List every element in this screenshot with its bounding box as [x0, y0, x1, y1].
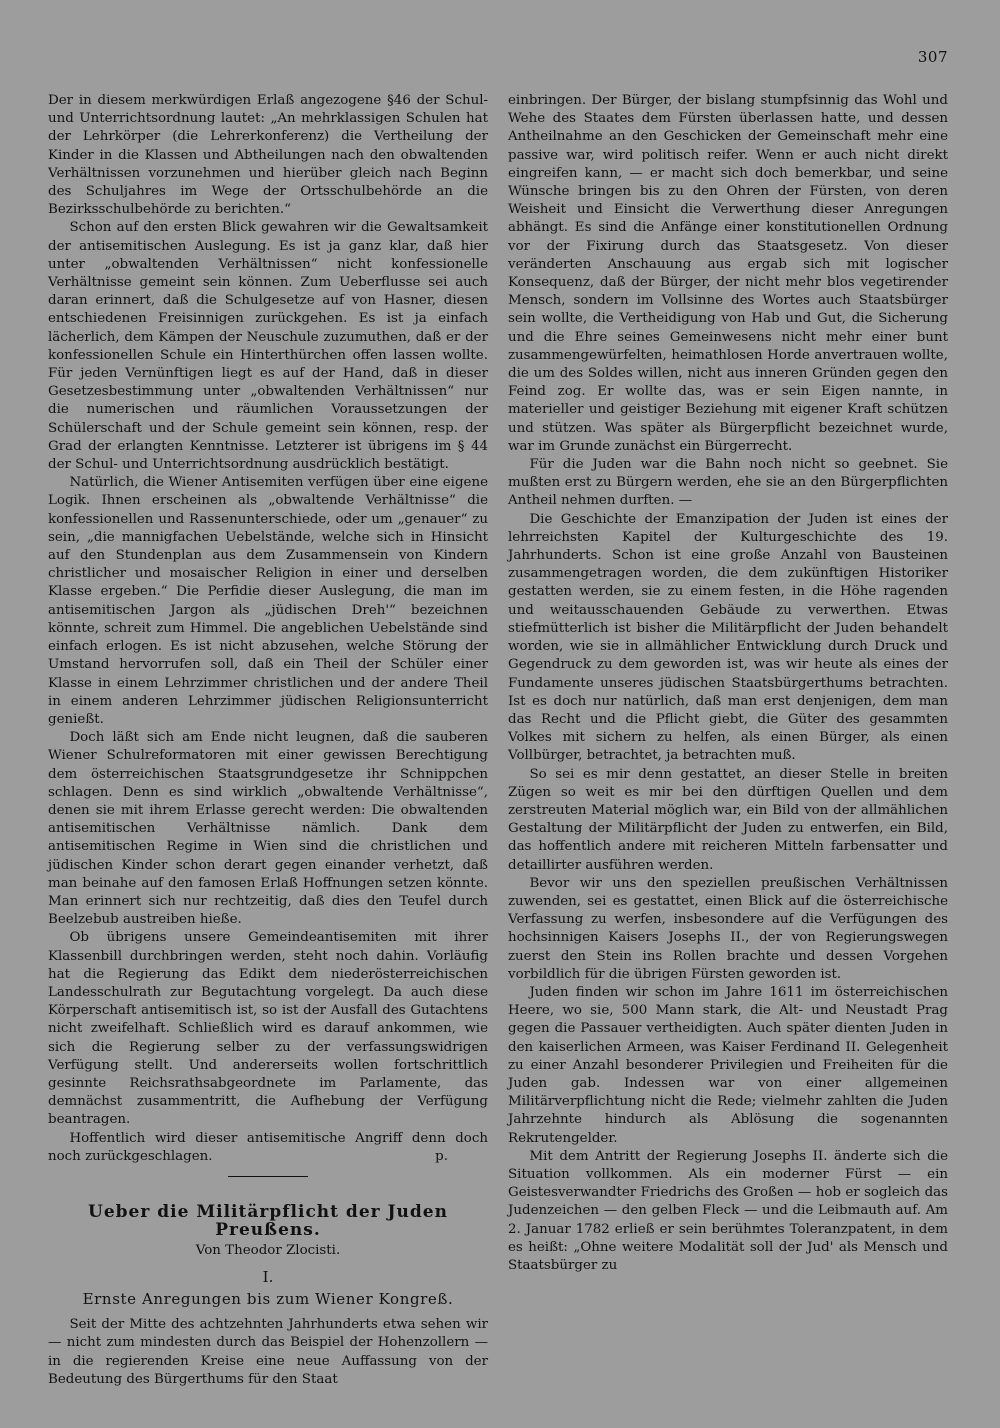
paragraph: Die Geschichte der Emanzipation der Juden ist eines der lehrreichsten Kapitel der Kulturgeschichte des 19. Jahrhunderts. Schon ist eine große Anzahl von Bausteinen zusammengetragen worden, die dem zukünftigen Historiker gestatten werden, sie zu einem festen, in die Höhe ragenden und weitausschauenden Gebäude zu verwerthen. Etwas stiefmütterlich ist bisher die Militärpflicht der Juden behandelt worden, wie sie in allmählicher Entwicklung durch Druck und Gegendruck zu dem geworden ist, was wir heute als eines der Fundamente unseres jüdischen Staatsbürgerthums betrachten. Ist es doch nur natürlich, daß man erst denjenigen, dem man das Recht und die Pflicht giebt, die Güter des gesammten Volkes mit sichern zu helfen, als einen Bürger, als einen Vollbürger, betrachtet, ja betrachten muß. [508, 511, 948, 764]
article-author: Von Theodor Zlocisti. [195, 1242, 341, 1258]
signature: p. [435, 1148, 448, 1164]
page-number: 307 [917, 48, 948, 66]
section-number: I. [262, 1267, 274, 1286]
right-column [508, 92, 948, 1275]
paragraph: So sei es mir denn gestattet, an dieser Stelle in breiten Zügen so weit es mir bei den dürftigen Quellen und dem zerstreuten Material möglich war, ein Bild von der allmählichen Gestaltung der Militärpflicht der Juden zu entwerfen, ein Bild, das hoffentlich andere mit reicheren Mitteln farbensatter und detaillirter ausführen werden. [508, 766, 948, 873]
paragraph: Bevor wir uns den speziellen preußischen Verhältnissen zuwenden, sei es gestattet, einen Blick auf die österreichische Verfassung zu werfen, insbesondere auf die Verfügungen des hochsinnigen Kaisers Josephs II., der von Regierungswegen zuerst den Stein ins Rollen brachte und dessen Vorgehen vorbildlich für die übrigen Fürsten geworden ist. [508, 875, 948, 982]
paragraph: Seit der Mitte des achtzehnten Jahrhunderts etwa sehen wir — nicht zum mindesten durch das Beispiel der Hohenzollern — in die regierenden Kreise eine neue Auffassung von der Bedeutung des Bürgerthums für den Staat [48, 1317, 488, 1387]
paragraph: Für die Juden war die Bahn noch nicht so geebnet. Sie mußten erst zu Bürgern werden, ehe sie an den Bürgerpflichten Antheil nehmen durften. — [508, 457, 948, 509]
section-title: Ernste Anregungen bis zum Wiener Kongreß. [82, 1290, 454, 1308]
paragraph: einbringen. Der Bürger, der bislang stumpfsinnig das Wohl und Wehe des Staates dem Fürsten überlassen hatte, und dessen Antheilnahme an den Geschicken der Gemeinschaft mehr eine passive war, wird politisch reifer. Wenn er auch nicht direkt eingreifen kann, — er macht sich doch bemerkbar, und seine Wünsche bringen bis zu den Ohren der Fürsten, von deren Weisheit und Einsicht die Verwerthung dieser Anregungen abhängt. Es sind die Anfänge einer konstitutionellen Ordnung vor der Fixirung durch das Staatsgesetz. Von dieser veränderten Anschauung aus ergab sich mit logischer Konsequenz, daß der Bürger, der nicht mehr blos vegetirender Mensch, sondern im Vollsinne des Wortes auch Staatsbürger sein wollte, die Vertheidigung von Hab und Gut, die Sicherung und die Ehre seines Gemeinwesens nicht mehr einer bunt zusammengewürfelten, heimathlosen Horde anvertrauen wollte, die um des Soldes willen, nicht aus inneren Gründen gegen den Feind zog. Er wollte das, was er sein Eigen nannte, in materieller und geistiger Beziehung mit eigener Kraft schützen und stützen. Was später als Bürgerpflicht bezeichnet wurde, war im Grunde zunächst ein Bürgerrecht. [508, 93, 948, 454]
paragraph: Doch läßt sich am Ende nicht leugnen, daß die sauberen Wiener Schulreformatoren mit einer gewissen Berechtigung dem österreichischen Staatsgrundgesetze ihr Schnippchen schlagen. Denn es sind wirklich „obwaltende Verhältnisse“, denen sie mit ihrem Erlasse gerecht werden: Die obwaltenden antisemitischen Verhältnisse nämlich. Dank dem antisemitischen Regime in Wien sind die christlichen und jüdischen Kinder schon derart gegen einander verhetzt, daß man beinahe auf den famosen Erlaß Hoffnungen setzen könnte. Man erinnert sich nur rechtzeitig, daß dies den Teufel durch Beelzebub austreiben hieße. [48, 730, 488, 928]
left-column [48, 92, 488, 1389]
paragraph: Ob übrigens unsere Gemeindeantisemiten mit ihrer Klassenbill durchbringen werden, steht noch dahin. Vorläufig hat die Regierung das Edikt dem niederösterreichischen Landesschulrath zur Begutachtung vorgelegt. Da auch diese Körperschaft antisemitisch ist, so ist der Ausfall des Gutachtens nicht zweifelhaft. Schließlich wird es darauf ankommen, wie sich die Regierung selber zu der verfassungswidrigen Verfügung stellt. Und andererseits wollen fortschrittlich gesinnte Reichsrathsabgeordnete im Parlamente, das demnächst zusammentritt, die Aufhebung der Verfügung beantragen. [48, 930, 488, 1128]
paragraph: Schon auf den ersten Blick gewahren wir die Gewaltsamkeit der antisemitischen Auslegung. Es ist ja ganz klar, daß hier unter „obwaltenden Verhältnissen“ nicht konfessionelle Verhältnisse gemeint sein können. Zum Ueberflusse sei auch daran erinnert, daß die Schulgesetze auf von Hasner, diesen entschiedenen Freisinnigen zurückgehen. Es ist ja einfach lächerlich, dem Kämpen der Neuschule zuzumuthen, daß er der konfessionellen Schule ein Hinterthürchen offen lassen wollte. Für jeden Vernünftigen liegt es auf der Hand, daß in dieser Gesetzesbestimmung unter „obwaltenden Verhältnissen“ nur die numerischen und räumlichen Voraussetzungen der Schülerschaft und der Schule gemeint sein können, resp. der Grad der erlangten Kenntnisse. Letzterer ist übrigens im § 44 der Schul- und Unterrichtsordnung ausdrücklich bestätigt. [48, 220, 488, 473]
paragraph: Natürlich, die Wiener Antisemiten verfügen über eine eigene Logik. Ihnen erscheinen als „obwaltende Verhältnisse“ die konfessionellen und Rassenunterschiede, oder um „genauer“ zu sein, „die mannigfachen Uebelstände, welche sich in Hinsicht auf den Stundenplan aus dem Zusammensein von Kindern christlicher und mosaischer Religion in einer und derselben Klasse ergeben.“ Die Perfidie dieser Auslegung, die man im antisemitischen Jargon als „jüdischen Dreh'“ bezeichnen könnte, schreit zum Himmel. Die angeblichen Uebelstände sind einfach erlogen. Es ist nicht abzusehen, welche Störung der Umstand hervorrufen soll, daß ein Theil der Schüler einer Klasse in einem Lehrzimmer christlichen und der andere Theil in einem anderen Lehrzimmer jüdischen Religionsunterricht genießt. [48, 475, 488, 727]
paragraph: Der in diesem merkwürdigen Erlaß angezogene §46 der Schul- und Unterrichtsordnung lautet: „An mehrklassigen Schulen hat der Lehrkörper (die Lehrerkonferenz) die Vertheilung der Kinder in die Klassen und Abtheilungen nach den obwaltenden Verhältnissen vorzunehmen und hierüber gleich nach Beginn des Schuljahres im Wege der Ortsschulbehörde an die Bezirksschulbehörde zu berichten.“ [48, 93, 488, 218]
paragraph: Juden finden wir schon im Jahre 1611 im österreichischen Heere, wo sie, 500 Mann stark, die Alt- und Neustadt Prag gegen die Passauer vertheidigten. Auch später dienten Juden in den kaiserlichen Armeen, was Kaiser Ferdinand II. Gelegenheit zu einer Anzahl besonderer Privilegien und Freiheiten für die Juden gab. Indessen war von einer allgemeinen Militärverpflichtung nicht die Rede; vielmehr zahlten die Juden Jahrzehnte hindurch als Ablösung die sogenannten Rekrutengelder. [508, 984, 948, 1146]
divider [228, 1176, 308, 1177]
article-title: Ueber die Militärpflicht der Juden Preußens. [88, 1202, 448, 1241]
paragraph: Hoffentlich wird dieser antisemitische Angriff denn doch noch zurückgeschlagen. [48, 1130, 488, 1164]
paragraph: Mit dem Antritt der Regierung Josephs II. änderte sich die Situation vollkommen. Als ein moderner Fürst — ein Geistesverwandter Friedrichs des Großen — hob er sogleich das Judenzeichen — den gelben Fleck — und die Leibmauth auf. Am 2. Januar 1782 erließ er sein berühmtes Toleranzpatent, in dem es heißt: „Ohne weitere Modalität soll der Jud' als Mensch und Staatsbürger zu [508, 1148, 948, 1273]
